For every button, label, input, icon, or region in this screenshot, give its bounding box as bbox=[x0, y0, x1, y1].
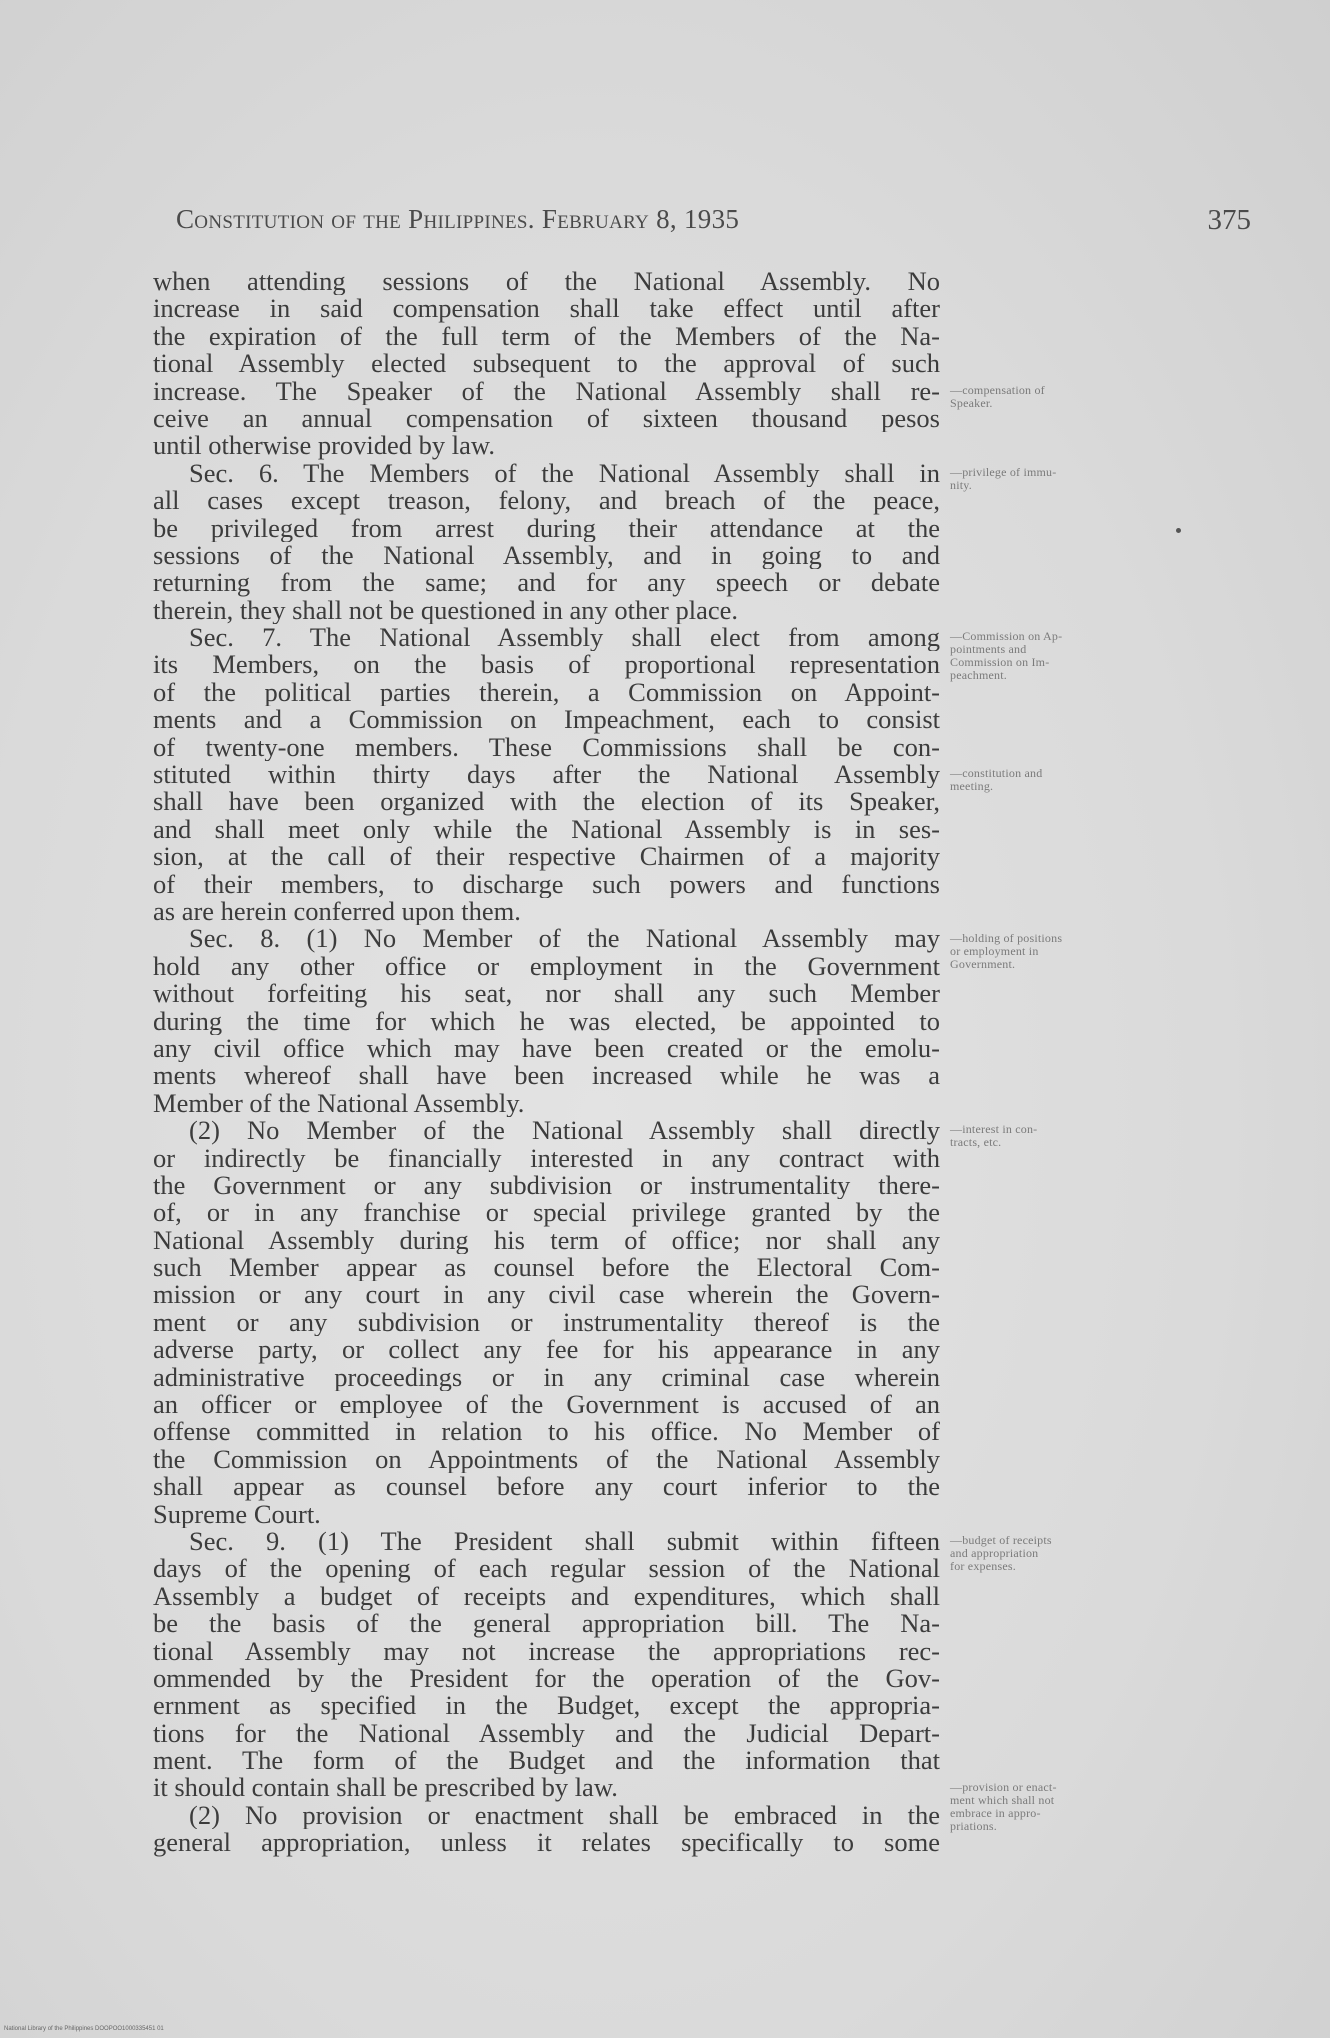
margin-note bbox=[950, 932, 1146, 971]
text-line: administrative proceedings or in any criminal case wherein bbox=[153, 1363, 940, 1392]
margin-note-line: —budget of receipts bbox=[950, 1533, 1052, 1548]
body-text bbox=[153, 268, 940, 1857]
text-line: Assembly a budget of receipts and expenditures, which shall bbox=[153, 1582, 940, 1611]
page-number: 375 bbox=[1207, 204, 1251, 236]
margin-note-line: ment which shall not bbox=[950, 1793, 1055, 1807]
text-line: the Commission on Appointments of the National Assembly bbox=[153, 1445, 940, 1474]
text-line: the Government or any subdivision or instrumentality there- bbox=[153, 1171, 940, 1200]
text-line: therein, they shall not be questioned in any other place. bbox=[153, 596, 739, 625]
text-line: all cases except treason, felony, and breach of the peace, bbox=[153, 487, 940, 515]
text-line: until otherwise provided by law. bbox=[153, 432, 495, 460]
margin-note-line: nity. bbox=[950, 477, 972, 492]
text-line: ommended by the President for the operation of the Gov- bbox=[153, 1664, 940, 1693]
text-line: tional Assembly may not increase the appropriations rec- bbox=[153, 1637, 940, 1665]
margin-note-line: pointments and bbox=[950, 642, 1027, 657]
text-line: ments and a Commission on Impeachment, each to consist bbox=[153, 706, 940, 734]
margin-note bbox=[950, 767, 1146, 793]
text-line: it should contain shall be prescribed by law. bbox=[153, 1774, 618, 1802]
margin-note-line: peachment. bbox=[950, 668, 1007, 683]
margin-note-line: or employment in bbox=[950, 943, 1039, 958]
text-line: be the basis of the general appropriation bill. The Na- bbox=[153, 1610, 940, 1638]
margin-note-line: Speaker. bbox=[950, 395, 993, 410]
margin-note-line: —provision or enact- bbox=[950, 1780, 1057, 1794]
text-line: of, or in any franchise or special privilege granted by the bbox=[153, 1199, 940, 1227]
text-line: the expiration of the full term of the Members of the Na- bbox=[153, 322, 940, 351]
margin-note-line: —compensation of bbox=[950, 382, 1045, 397]
text-line: when attending sessions of the National Assembly. No bbox=[153, 268, 940, 296]
text-line: without forfeiting his seat, nor shall any such Member bbox=[153, 980, 940, 1008]
text-line: Sec. 9. (1) The President shall submit within fifteen bbox=[189, 1527, 940, 1556]
text-line: of twenty-one members. These Commissions shall be con- bbox=[153, 733, 940, 762]
margin-note-line: —Commission on Ap- bbox=[950, 629, 1063, 644]
text-line: and shall meet only while the National Assembly is in ses- bbox=[153, 815, 940, 844]
text-line: during the time for which he was elected, be appointed to bbox=[153, 1007, 940, 1035]
margin-note-line: Commission on Im- bbox=[950, 655, 1050, 670]
text-line: tional Assembly elected subsequent to the approval of such bbox=[153, 350, 940, 378]
text-line: Supreme Court. bbox=[153, 1500, 321, 1528]
text-line: shall have been organized with the election of its Speaker, bbox=[153, 788, 940, 816]
text-line: Member of the National Assembly. bbox=[153, 1089, 525, 1118]
margin-note-line: —holding of positions bbox=[950, 930, 1063, 945]
margin-note-line: and appropriation bbox=[950, 1546, 1039, 1561]
running-header bbox=[176, 204, 1251, 244]
text-line: sessions of the National Assembly, and in going to and bbox=[153, 541, 940, 570]
paper-speck bbox=[1176, 528, 1181, 533]
margin-note-line: embrace in appro- bbox=[950, 1806, 1041, 1820]
text-line: Sec. 7. The National Assembly shall elect from among bbox=[189, 624, 940, 652]
margin-note-line: priations. bbox=[950, 1819, 997, 1833]
text-line: of their members, to discharge such powers and functions bbox=[153, 870, 940, 898]
text-line: adverse party, or collect any fee for his appearance in any bbox=[153, 1336, 940, 1364]
text-line: ments whereof shall have been increased while he was a bbox=[153, 1062, 940, 1090]
text-line: returning from the same; and for any speech or debate bbox=[153, 569, 940, 597]
margin-note bbox=[950, 384, 1146, 410]
margin-note-line: meeting. bbox=[950, 779, 994, 794]
margin-note bbox=[950, 1534, 1146, 1573]
margin-note-line: for expenses. bbox=[950, 1559, 1016, 1574]
text-line: ernment as specified in the Budget, except the appropria- bbox=[153, 1692, 940, 1720]
margin-note-line: Government. bbox=[950, 956, 1016, 971]
margin-note bbox=[950, 630, 1146, 682]
margin-note-line: —privilege of immu- bbox=[950, 464, 1057, 479]
margin-note-line: —constitution and bbox=[950, 766, 1043, 781]
margin-note bbox=[950, 1123, 1146, 1149]
text-line: stituted within thirty days after the National Assembly bbox=[153, 761, 940, 789]
text-line: any civil office which may have been created or the emolu- bbox=[153, 1034, 940, 1063]
text-line: (2) No provision or enactment shall be embraced in the bbox=[189, 1801, 940, 1830]
margin-note-line: tracts, etc. bbox=[950, 1135, 1002, 1150]
text-line: increase in said compensation shall take effect until after bbox=[153, 295, 940, 323]
text-line: increase. The Speaker of the National Assembly shall re- bbox=[153, 377, 940, 405]
text-line: of the political parties therein, a Commission on Appoint- bbox=[153, 678, 940, 707]
text-line: or indirectly be financially interested in any contract with bbox=[153, 1144, 940, 1172]
margin-note bbox=[950, 1781, 1146, 1833]
text-line: ment. The form of the Budget and the information that bbox=[153, 1747, 940, 1775]
text-line: an officer or employee of the Government is accused of an bbox=[153, 1391, 940, 1419]
text-line: mission or any court in any civil case wherein the Govern- bbox=[153, 1281, 940, 1309]
header-title: Constitution of the Philippines. February 8, 1935 bbox=[176, 204, 740, 234]
text-line: Sec. 6. The Members of the National Assembly shall in bbox=[189, 459, 940, 488]
text-line: such Member appear as counsel before the Electoral Com- bbox=[153, 1254, 940, 1282]
text-line: ceive an annual compensation of sixteen thousand pesos bbox=[153, 404, 940, 433]
text-line: ment or any subdivision or instrumentality thereof is the bbox=[153, 1308, 940, 1337]
text-line: hold any other office or employment in the Government bbox=[153, 952, 940, 981]
text-line: sion, at the call of their respective Chairmen of a majority bbox=[153, 843, 940, 871]
scan-footer: National Library of the Philippines DOOPOO1000335451 01 bbox=[4, 2026, 164, 2032]
text-line: tions for the National Assembly and the Judicial Depart- bbox=[153, 1719, 940, 1748]
margin-note bbox=[950, 466, 1146, 492]
text-line: days of the opening of each regular session of the National bbox=[153, 1555, 940, 1583]
text-line: general appropriation, unless it relates specifically to some bbox=[153, 1829, 940, 1857]
text-line: Sec. 8. (1) No Member of the National Assembly may bbox=[189, 925, 940, 953]
text-line: as are herein conferred upon them. bbox=[153, 897, 521, 926]
text-line: offense committed in relation to his office. No Member of bbox=[153, 1418, 940, 1446]
text-line: be privileged from arrest during their attendance at the bbox=[153, 514, 940, 542]
margin-note-line: —interest in con- bbox=[950, 1122, 1038, 1137]
text-line: its Members, on the basis of proportional representation bbox=[153, 651, 940, 679]
text-line: National Assembly during his term of office; nor shall any bbox=[153, 1226, 940, 1255]
text-line: (2) No Member of the National Assembly shall directly bbox=[189, 1117, 940, 1145]
text-line: shall appear as counsel before any court inferior to the bbox=[153, 1473, 940, 1501]
